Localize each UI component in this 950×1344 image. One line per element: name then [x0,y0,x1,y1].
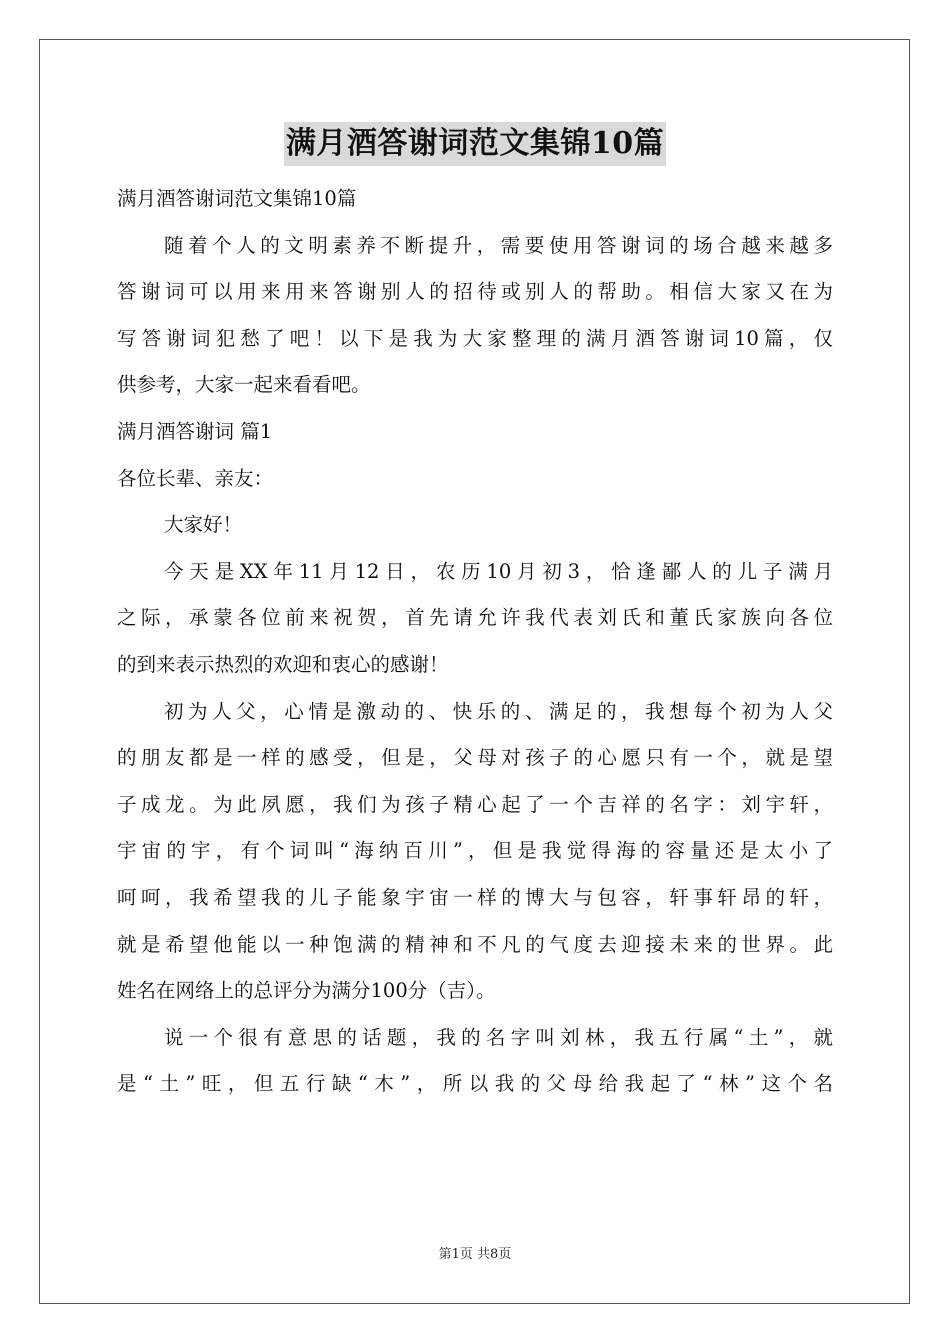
text-line: 大家好！ [164,513,243,537]
page-footer: 第1页 共8页 [438,1247,512,1262]
text-line: 呵呵，我希望我的儿子能象宇宙一样的博大与包容，轩事轩昂的轩， [117,885,833,909]
text-line: 就是希望他能以一种饱满的精神和不凡的气度去迎接未来的世界。此 [117,932,833,956]
text-line: 各位长辈、亲友： [117,466,274,490]
section-heading: 满月酒答谢词 篇1 [117,419,273,443]
text-line: 子成龙。为此夙愿，我们为孩子精心起了一个吉祥的名字：刘宇轩， [117,792,833,816]
text-line: 写答谢词犯愁了吧！以下是我为大家整理的满月酒答谢词10篇，仅 [117,326,833,350]
text-line: 满月酒答谢词范文集锦10篇 [117,187,357,210]
text-line: 是“土”旺，但五行缺“木”，所以我的父母给我起了“林”这个名 [117,1072,833,1096]
text-line: 随着个人的文明素养不断提升，需要使用答谢词的场合越来越多 [164,233,833,257]
text-line: 之际，承蒙各位前来祝贺，首先请允许我代表刘氏和董氏家族向各位 [117,606,833,630]
text-line: 初为人父，心情是激动的、快乐的、满足的，我想每个初为人父 [164,699,833,723]
text-line: 说一个很有意思的话题，我的名字叫刘林，我五行属“土”，就 [164,1025,833,1049]
text-line: 今天是XX年11月12日，农历10月初3，恰逢鄙人的儿子满月 [164,559,833,583]
text-line: 姓名在网络上的总评分为满分100分（吉）。 [117,979,496,1003]
text-line: 的到来表示热烈的欢迎和衷心的感谢！ [117,652,449,676]
document-title: 满月酒答谢词范文集锦10篇 [284,122,666,166]
title-container [0,122,950,166]
text-line: 供参考，大家一起来看看吧。 [117,373,371,397]
document-body [117,176,833,1108]
text-line: 宇宙的宇，有个词叫“海纳百川”，但是我觉得海的容量还是太小了 [117,839,833,863]
text-line: 的朋友都是一样的感受，但是，父母对孩子的心愿只有一个，就是望 [117,746,833,770]
text-line: 答谢词可以用来用来答谢别人的招待或别人的帮助。相信大家又在为 [117,280,833,304]
